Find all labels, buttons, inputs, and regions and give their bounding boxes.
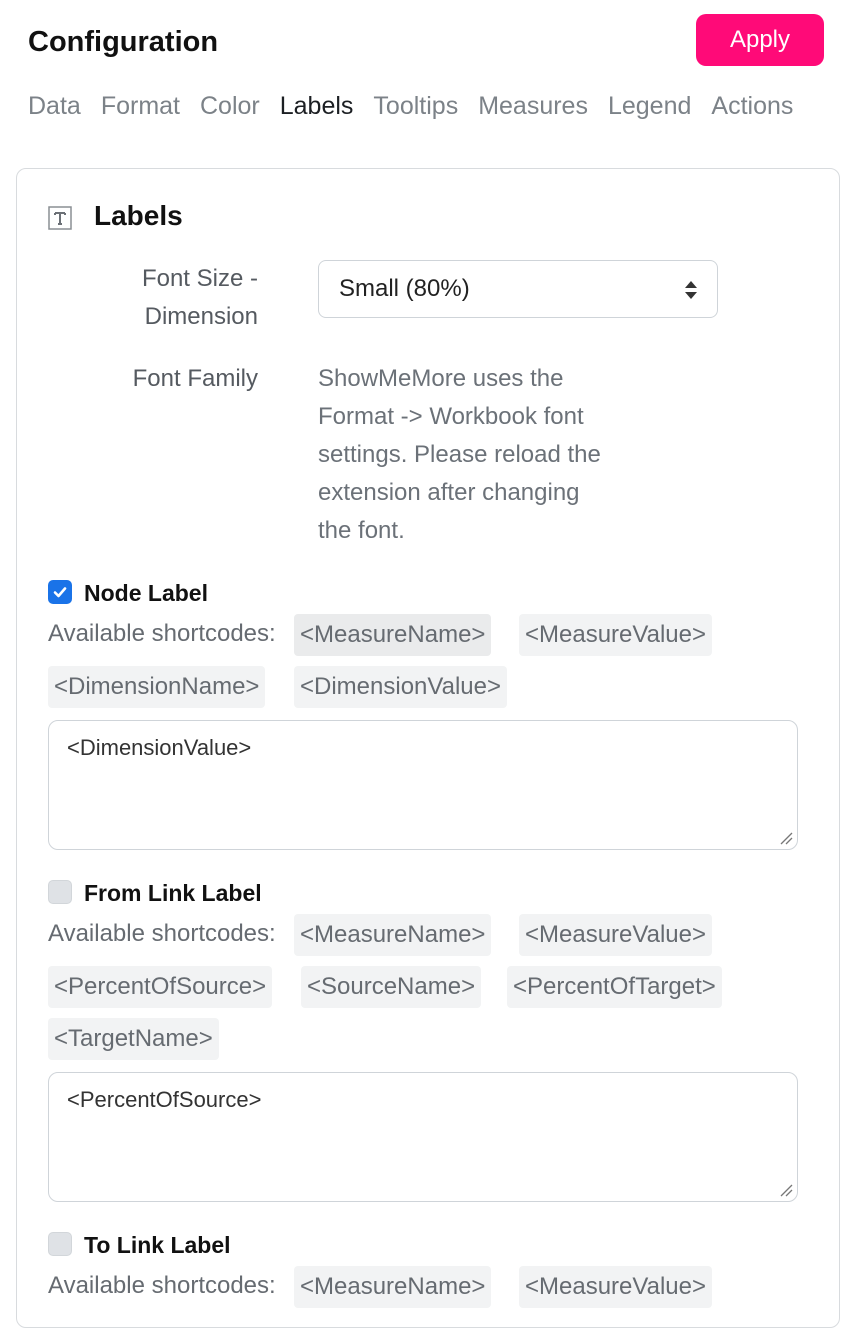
resize-grip-icon[interactable] xyxy=(779,1183,793,1197)
to-link-label-title: To Link Label xyxy=(84,1232,231,1258)
shortcode-chip[interactable]: <DimensionName> xyxy=(48,666,265,708)
shortcode-chip[interactable]: <MeasureName> xyxy=(294,1266,491,1308)
tab-labels[interactable]: Labels xyxy=(279,92,354,120)
node-available-text: Available shortcodes: xyxy=(48,620,276,647)
section-title: Labels xyxy=(94,200,183,231)
select-arrows-icon xyxy=(683,279,699,301)
to-available-text: Available shortcodes: xyxy=(48,1272,276,1299)
tab-format[interactable]: Format xyxy=(100,92,180,120)
from-link-label-textarea[interactable] xyxy=(48,1072,798,1202)
shortcode-chip[interactable]: <SourceName> xyxy=(301,966,481,1008)
resize-grip-icon[interactable] xyxy=(779,831,793,845)
font-size-label xyxy=(60,260,258,336)
shortcode-chip[interactable]: <TargetName> xyxy=(48,1018,219,1060)
tab-legend[interactable]: Legend xyxy=(607,92,692,120)
tab-data[interactable]: Data xyxy=(28,92,81,120)
shortcode-chip[interactable]: <PercentOfSource> xyxy=(48,966,272,1008)
checkmark-icon xyxy=(48,580,72,604)
node-label-value: <DimensionValue> xyxy=(67,735,252,760)
from-available-text: Available shortcodes: xyxy=(48,920,276,947)
apply-button[interactable]: Apply xyxy=(696,14,824,66)
shortcode-chip[interactable]: <MeasureValue> xyxy=(519,614,712,656)
text-format-icon xyxy=(48,206,72,230)
from-link-label-value: <PercentOfSource> xyxy=(67,1087,262,1112)
shortcode-chip[interactable]: <PercentOfTarget> xyxy=(507,966,722,1008)
font-family-note: ShowMeMore uses the Format -> Workbook font settings. Please reload the extension after changing the font. xyxy=(318,365,601,544)
font-size-label-line1: Font Size - xyxy=(141,265,258,292)
shortcode-chip[interactable]: <DimensionValue> xyxy=(294,666,507,708)
tab-tooltips[interactable]: Tooltips xyxy=(373,92,459,120)
node-label-checkbox[interactable] xyxy=(48,580,72,604)
shortcode-chip[interactable]: <MeasureValue> xyxy=(519,914,712,956)
tab-measures[interactable]: Measures xyxy=(478,92,588,120)
shortcode-chip[interactable]: <MeasureValue> xyxy=(519,1266,712,1308)
font-size-select[interactable] xyxy=(318,260,718,318)
node-label-textarea[interactable] xyxy=(48,720,798,850)
shortcode-chip[interactable]: <MeasureName> xyxy=(294,914,491,956)
font-size-value: Small (80%) xyxy=(339,275,470,302)
node-label-title: Node Label xyxy=(84,580,208,606)
tab-actions[interactable]: Actions xyxy=(711,92,794,120)
shortcode-chip[interactable]: <MeasureName> xyxy=(294,614,491,656)
page-title: Configuration xyxy=(28,26,219,58)
from-link-label-checkbox[interactable] xyxy=(48,880,72,904)
font-family-label: Font Family xyxy=(132,365,258,392)
font-size-label-line2: Dimension xyxy=(144,303,258,330)
from-link-label-title: From Link Label xyxy=(84,880,262,906)
tab-bar xyxy=(28,92,813,121)
header xyxy=(0,0,864,80)
to-link-label-checkbox[interactable] xyxy=(48,1232,72,1256)
tab-color[interactable]: Color xyxy=(200,92,260,120)
